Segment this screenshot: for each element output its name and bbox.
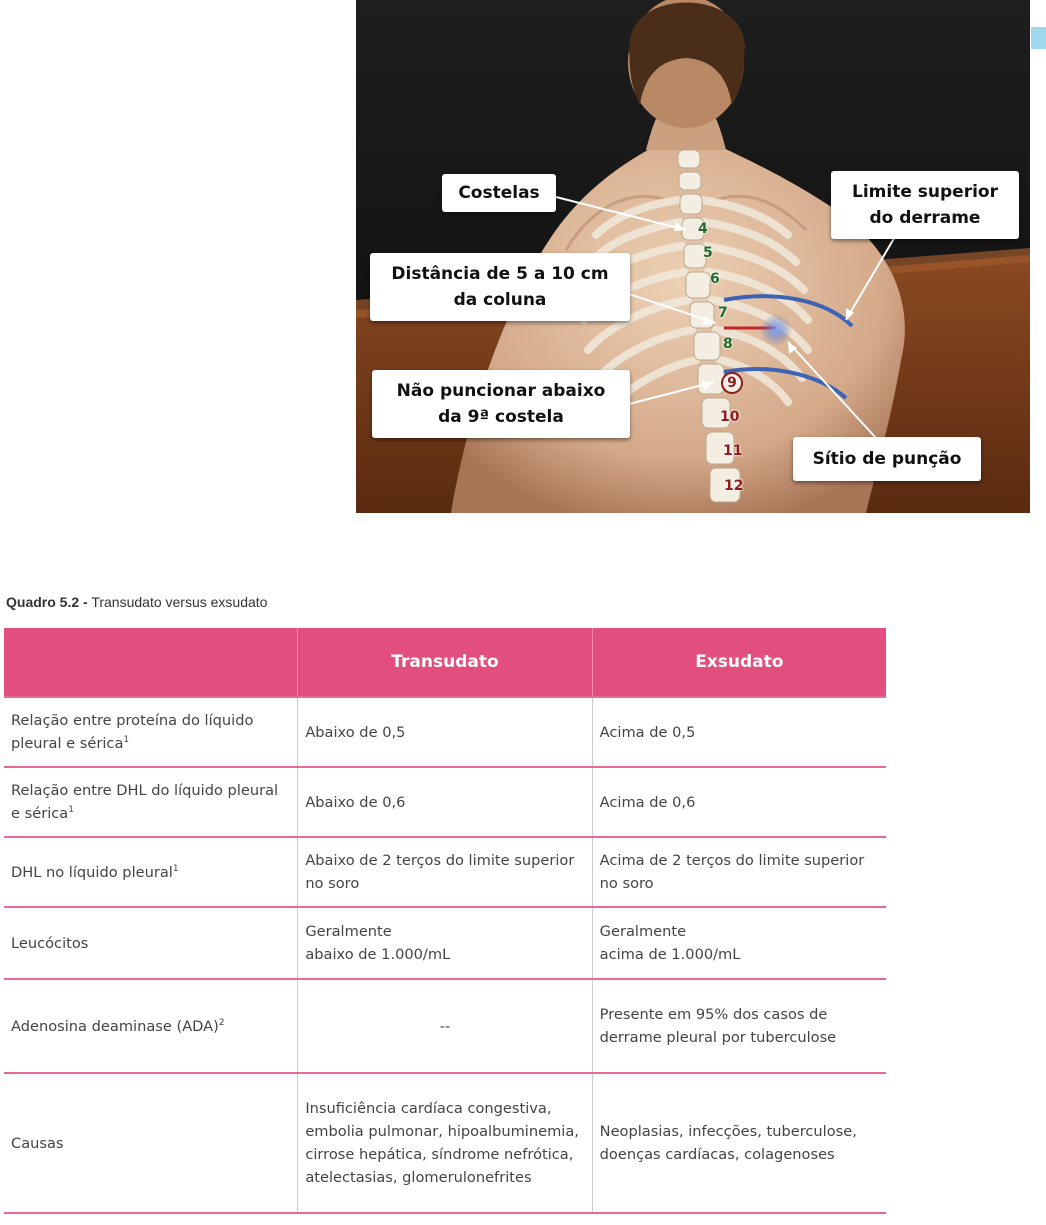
callout-distancia-line2: da coluna [453,290,547,310]
cell-exsudato: Acima de 0,6 [592,767,886,837]
rib-label-6: 6 [710,271,720,287]
row-label-text: Relação entre DHL do líquido pleural e sérica [11,782,279,822]
callout-nao-puncionar-line1: Não puncionar abaixo [396,381,606,401]
rib-label-11: 11 [723,443,743,459]
thoracentesis-illustration [356,0,1030,513]
corner-accent-mark [1031,27,1046,49]
table-row [4,767,886,837]
rib-label-12: 12 [724,478,744,494]
table-row [4,907,886,979]
callout-distancia-line1: Distância de 5 a 10 cm [391,264,609,284]
row-label [4,979,298,1073]
callout-nao-puncionar [372,370,630,438]
row-label [4,697,298,767]
cell-transudato: -- [298,979,592,1073]
callout-costelas-text: Costelas [458,183,540,203]
row-label-text: Causas [11,1134,64,1152]
caption-title: Transudato versus exsudato [91,594,268,610]
callout-limite-line2: do derrame [869,208,981,228]
callout-limite-line1: Limite superior [852,182,998,202]
row-label [4,1073,298,1213]
table-row [4,979,886,1073]
caption-label: Quadro 5.2 - [6,594,88,610]
footnote-marker: 2 [218,1017,225,1028]
table-caption [6,594,267,610]
callout-distancia [370,253,630,321]
cell-exsudato: Geralmente acima de 1.000/mL [592,907,886,979]
callout-sitio-puncao [793,437,981,481]
header-transudato: Transudato [298,628,592,697]
rib-label-5: 5 [703,245,713,261]
cell-transudato: Abaixo de 0,6 [298,767,592,837]
table-row [4,697,886,767]
row-label-text: Leucócitos [11,934,89,952]
rib-label-4: 4 [698,221,708,237]
footnote-marker: 1 [68,805,74,816]
callout-nao-puncionar-line2: da 9ª costela [438,407,564,427]
transudate-exudate-table [4,628,886,1214]
table-row [4,837,886,907]
row-label-text: DHL no líquido pleural [11,863,173,881]
footnote-marker: 1 [123,735,130,746]
cell-exsudato: Neoplasias, infecções, tuberculose, doenças cardíacas, colagenoses [592,1073,886,1213]
row-label-text: Relação entre proteína do líquido pleural e sérica [11,712,254,752]
callout-costelas [442,174,556,212]
cell-transudato: Insuficiência cardíaca congestiva, embolia pulmonar, hipoalbuminemia, cirrose hepática, síndrome nefrótica, atelectasias, glomerulonefrites [298,1073,592,1213]
footnote-marker: 1 [172,863,179,874]
row-label [4,837,298,907]
cell-exsudato: Presente em 95% dos casos de derrame pleural por tuberculose [592,979,886,1073]
cell-transudato: Geralmente abaixo de 1.000/mL [298,907,592,979]
callout-sitio-text: Sítio de punção [812,449,962,469]
rib-label-10: 10 [720,409,740,425]
cell-exsudato: Acima de 2 terços do limite superior no soro [592,837,886,907]
rib-label-7: 7 [718,305,728,321]
header-empty [4,628,298,697]
header-exsudato: Exsudato [592,628,886,697]
cell-transudato: Abaixo de 2 terços do limite superior no soro [298,837,592,907]
table-header-row [4,628,886,697]
table-row [4,1073,886,1213]
rib-label-8: 8 [723,336,733,352]
cell-transudato: Abaixo de 0,5 [298,697,592,767]
row-label [4,767,298,837]
row-label [4,907,298,979]
rib-label-9: 9 [721,372,743,394]
callout-limite-superior [831,171,1019,239]
cell-exsudato: Acima de 0,5 [592,697,886,767]
row-label-text: Adenosina deaminase (ADA) [11,1017,219,1035]
